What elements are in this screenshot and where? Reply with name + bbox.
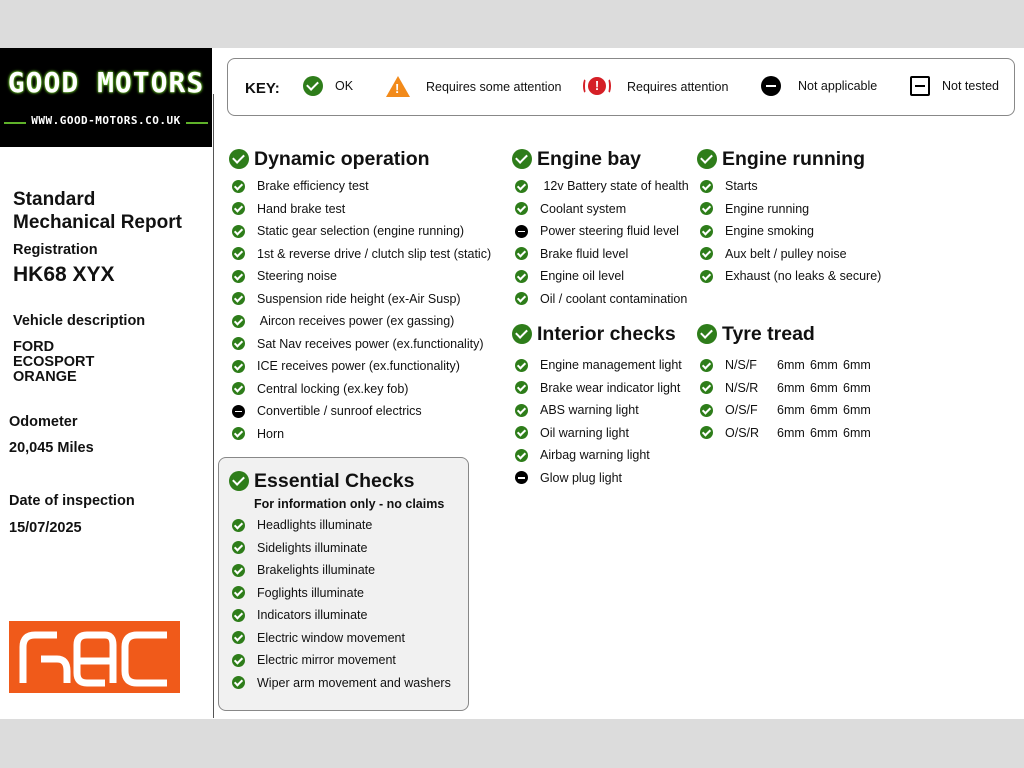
tread-depth: 6mm [810, 403, 838, 418]
tread-depth: 6mm [843, 358, 871, 373]
check-item-label: Engine management light [540, 358, 682, 373]
check-item-label: 1st & reverse drive / clutch slip test (static) [257, 246, 492, 261]
check-item [512, 377, 682, 400]
key-item-label: OK [335, 79, 354, 93]
section-engine-running [697, 147, 881, 288]
not-applicable-icon [515, 225, 528, 238]
section-heading: Engine running [697, 147, 881, 171]
registration-value: HK68 XYX [13, 263, 115, 286]
alert-circle-icon: ! [585, 76, 609, 98]
vehicle-make: FORD [13, 339, 55, 355]
ok-check-icon [232, 609, 245, 622]
ok-check-icon [515, 449, 528, 462]
section-heading: Interior checks [512, 322, 682, 346]
tread-depth: 6mm [777, 403, 805, 418]
ok-check-icon [232, 315, 245, 328]
section-tyre-tread [697, 322, 876, 444]
check-item-label: Coolant system [540, 201, 627, 216]
check-item [229, 333, 491, 356]
report-page [0, 48, 1024, 719]
check-item [697, 265, 881, 288]
check-item [512, 198, 689, 221]
section-essential-checks [229, 469, 451, 694]
ok-check-icon [700, 180, 713, 193]
check-item [229, 355, 491, 378]
ok-check-icon [697, 324, 717, 344]
check-list [512, 175, 689, 310]
vehicle-description-label: Vehicle description [13, 313, 146, 329]
check-item [229, 310, 491, 333]
rac-logo-graphic [9, 621, 180, 693]
check-item [697, 243, 881, 266]
ok-check-icon [515, 202, 528, 215]
check-item [229, 198, 491, 221]
check-item [512, 467, 682, 490]
tyre-position: N/S/R [725, 380, 759, 395]
check-item-label: Headlights illuminate [257, 518, 373, 533]
check-item-label: Oil warning light [540, 425, 629, 440]
check-item-label: Central locking (ex.key fob) [257, 381, 409, 396]
odometer-label: Odometer [9, 414, 78, 430]
check-item-label: Sidelights illuminate [257, 540, 368, 555]
vehicle-description [13, 340, 94, 385]
ok-check-icon [232, 360, 245, 373]
check-item-label: ICE receives power (ex.functionality) [257, 359, 460, 374]
tread-depth: 6mm [810, 380, 838, 395]
column-divider [213, 94, 214, 718]
logo-website: WWW.GOOD-MOTORS.CO.UK [31, 114, 181, 127]
check-item [229, 265, 491, 288]
tyre-position: O/S/R [725, 425, 760, 440]
ok-check-icon [512, 324, 532, 344]
section-interior-checks [512, 322, 682, 489]
check-item [229, 582, 451, 605]
vehicle-model: ECOSPORT [13, 354, 95, 370]
check-item [512, 444, 682, 467]
ok-check-icon [515, 381, 528, 394]
check-item [697, 175, 881, 198]
check-item [229, 604, 451, 627]
key-item-not-tested [910, 76, 999, 96]
check-item-label: Glow plug light [540, 470, 622, 485]
ok-check-icon [515, 426, 528, 439]
ok-check-icon [232, 180, 245, 193]
tread-depth: 6mm [777, 380, 805, 395]
tyre-list [697, 354, 876, 444]
check-item-label: Electric mirror movement [257, 653, 396, 668]
ok-check-icon [232, 270, 245, 283]
ok-check-icon [515, 292, 528, 305]
check-item-label: Electric window movement [257, 630, 405, 645]
tyre-row [697, 377, 876, 400]
ok-check-icon [232, 382, 245, 395]
tread-depth: 6mm [843, 380, 871, 395]
check-item-label: Engine running [725, 201, 810, 216]
ok-check-icon [232, 519, 245, 532]
ok-check-icon [515, 359, 528, 372]
check-item [512, 220, 689, 243]
check-item-label: 12v Battery state of health [540, 179, 689, 194]
check-item [229, 672, 451, 695]
check-item-label: Suspension ride height (ex-Air Susp) [257, 291, 461, 306]
check-item-label: Oil / coolant contamination [540, 291, 688, 306]
inspection-date-value: 15/07/2025 [9, 520, 82, 536]
tyre-position: N/S/F [725, 358, 757, 373]
ok-check-icon [700, 404, 713, 417]
not-tested-icon [910, 76, 930, 96]
ok-check-icon [232, 292, 245, 305]
check-item-label: Static gear selection (engine running) [257, 224, 465, 239]
key-item-attention [585, 76, 728, 98]
check-item-label: Starts [725, 179, 758, 194]
section-heading: Dynamic operation [229, 147, 491, 171]
tyre-position: O/S/F [725, 403, 758, 418]
vehicle-colour: ORANGE [13, 369, 77, 385]
essential-subtitle: For information only - no claims [254, 497, 445, 511]
tyre-row [697, 354, 876, 377]
section-heading: Tyre tread [697, 322, 876, 346]
check-item-label: Brakelights illuminate [257, 563, 376, 578]
check-item-label: Airbag warning light [540, 448, 650, 463]
ok-check-icon [700, 247, 713, 260]
report-title-line1: Standard [13, 189, 96, 210]
key-item-label: Not applicable [798, 79, 878, 93]
logo-brand: GOOD MOTORS [7, 66, 205, 99]
check-item [512, 354, 682, 377]
key-item-some-attention [386, 76, 562, 97]
ok-check-icon [232, 247, 245, 260]
check-item-label: Convertible / sunroof electrics [257, 404, 422, 419]
tread-depth: 6mm [777, 425, 805, 440]
key-item-label: Not tested [942, 79, 999, 93]
check-item [229, 537, 451, 560]
ok-check-icon [515, 180, 528, 193]
check-item [229, 649, 451, 672]
check-item [512, 399, 682, 422]
ok-check-icon [700, 270, 713, 283]
check-item [229, 288, 491, 311]
ok-check-icon [515, 404, 528, 417]
check-item-label: Aircon receives power (ex gassing) [257, 314, 455, 329]
check-item-label: Horn [257, 426, 285, 441]
ok-check-icon [515, 270, 528, 283]
ok-check-icon [232, 631, 245, 644]
section-dynamic-operation [229, 147, 491, 445]
section-heading: Engine bay [512, 147, 689, 171]
good-motors-logo [0, 48, 212, 147]
check-item [512, 265, 689, 288]
tread-depth: 6mm [810, 358, 838, 373]
check-list [229, 175, 491, 445]
check-item [229, 378, 491, 401]
check-list [229, 514, 451, 694]
check-item-label: Foglights illuminate [257, 585, 364, 600]
ok-check-icon [232, 202, 245, 215]
not-applicable-icon [515, 471, 528, 484]
key-item-label: Requires attention [627, 80, 729, 94]
check-item-label: Brake wear indicator light [540, 380, 681, 395]
not-applicable-icon [761, 76, 781, 96]
key-label: KEY: [245, 80, 280, 97]
check-item [229, 243, 491, 266]
ok-check-icon [700, 381, 713, 394]
section-heading: Essential Checks [229, 469, 451, 493]
check-item-label: Brake fluid level [540, 246, 629, 261]
section-engine-bay [512, 147, 689, 310]
check-item [229, 175, 491, 198]
check-item [697, 220, 881, 243]
report-title [13, 188, 182, 234]
check-list [512, 354, 682, 489]
tread-depth: 6mm [810, 425, 838, 440]
ok-check-icon [229, 471, 249, 491]
ok-check-icon [697, 149, 717, 169]
tyre-row [697, 399, 876, 422]
report-title-line2: Mechanical Report [13, 212, 182, 233]
ok-check-icon [515, 247, 528, 260]
check-item-label: Sat Nav receives power (ex.functionality) [257, 336, 484, 351]
check-item [229, 627, 451, 650]
registration-label: Registration [13, 242, 98, 258]
check-item [512, 243, 689, 266]
ok-check-icon [232, 676, 245, 689]
not-applicable-icon [232, 405, 245, 418]
ok-check-icon [232, 564, 245, 577]
tread-depth: 6mm [777, 358, 805, 373]
check-item [512, 288, 689, 311]
ok-check-icon [700, 202, 713, 215]
ok-check-icon [512, 149, 532, 169]
check-item-label: Power steering fluid level [540, 224, 679, 239]
check-item [229, 400, 491, 423]
ok-check-icon [229, 149, 249, 169]
check-list [697, 175, 881, 288]
check-item-label: Indicators illuminate [257, 608, 368, 623]
ok-check-icon [232, 541, 245, 554]
key-item-label: Requires some attention [426, 79, 562, 94]
warning-triangle-icon [386, 76, 410, 97]
ok-check-icon [303, 76, 323, 96]
check-item-label: Exhaust (no leaks & secure) [725, 269, 882, 284]
ok-check-icon [232, 654, 245, 667]
odometer-value: 20,045 Miles [9, 440, 94, 456]
rac-logo [9, 621, 180, 693]
ok-check-icon [700, 225, 713, 238]
check-item [697, 198, 881, 221]
check-item [229, 220, 491, 243]
key-item-ok [303, 76, 353, 96]
inspection-date-label: Date of inspection [9, 493, 135, 509]
check-item [229, 423, 491, 446]
check-item-label: Engine oil level [540, 269, 625, 284]
check-item-label: Brake efficiency test [257, 179, 369, 194]
tread-depth: 6mm [843, 403, 871, 418]
ok-check-icon [232, 337, 245, 350]
check-item [229, 559, 451, 582]
status-key [227, 58, 1015, 116]
check-item-label: Hand brake test [257, 201, 346, 216]
check-item [512, 422, 682, 445]
ok-check-icon [232, 586, 245, 599]
tread-depth: 6mm [843, 425, 871, 440]
ok-check-icon [700, 426, 713, 439]
ok-check-icon [232, 225, 245, 238]
ok-check-icon [232, 427, 245, 440]
tyre-row [697, 422, 876, 445]
check-item [229, 514, 451, 537]
check-item-label: Steering noise [257, 269, 337, 284]
ok-check-icon [700, 359, 713, 372]
check-item-label: Aux belt / pulley noise [725, 246, 847, 261]
check-item-label: Engine smoking [725, 224, 814, 239]
check-item-label: ABS warning light [540, 403, 639, 418]
check-item-label: Wiper arm movement and washers [257, 675, 451, 690]
check-item [512, 175, 689, 198]
key-item-not-applicable [761, 76, 877, 96]
